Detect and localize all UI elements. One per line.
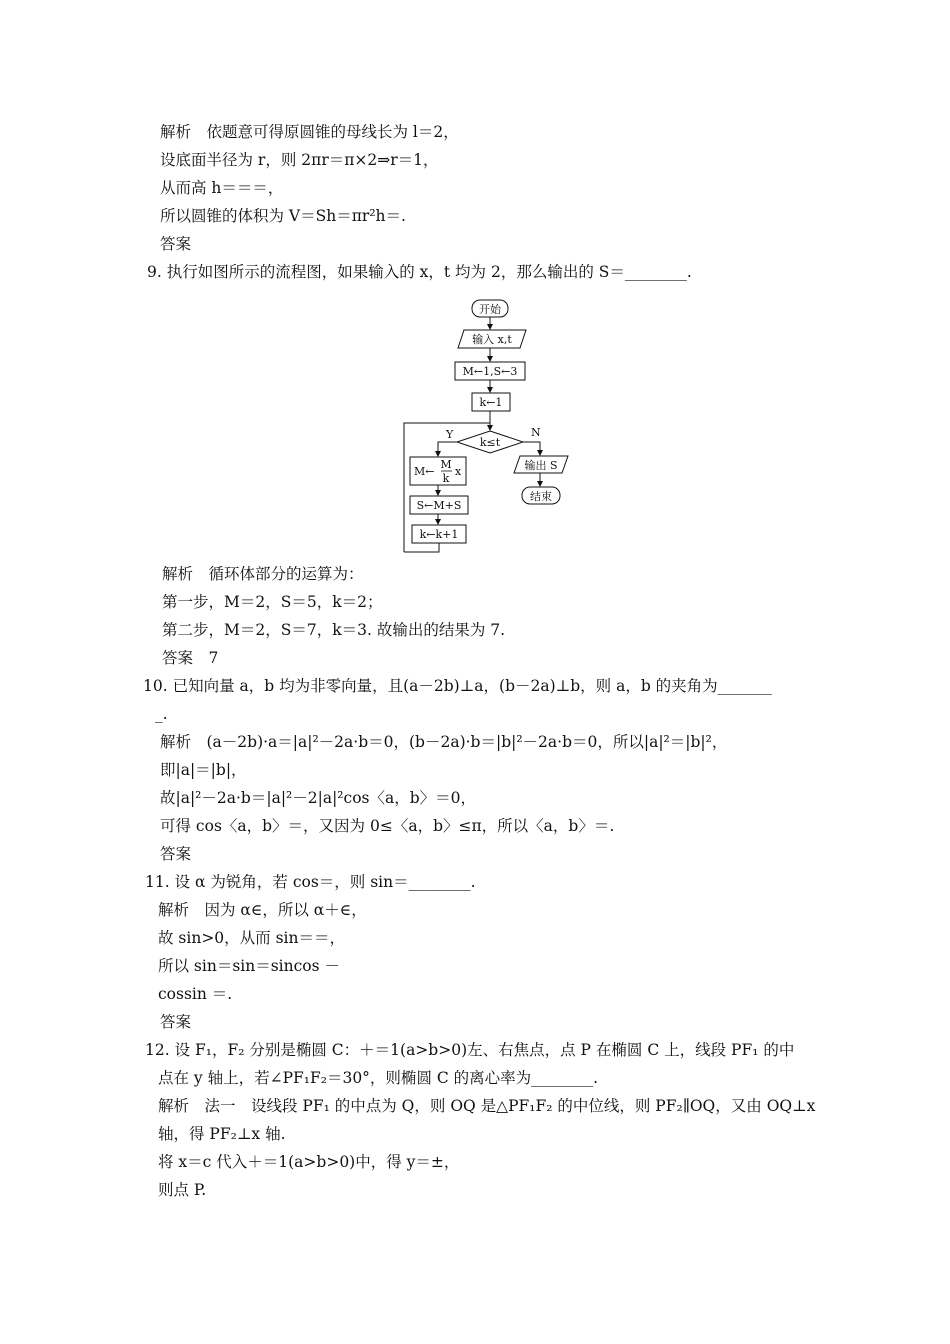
text-line: 即|a|＝|b|， <box>160 761 247 779</box>
answer-label: 答案 7 <box>162 649 219 667</box>
step1-left: M← <box>414 465 435 478</box>
text-line: 轴，得 PF₂⊥x 轴. <box>158 1125 286 1143</box>
question-10: 10. 已知向量 a，b 均为非零向量，且(a－2b)⊥a，(b－2a)⊥b，则 a，b 的夹角为_______ <box>143 677 772 695</box>
text-line: cossin ＝. <box>158 985 233 1003</box>
step1-right: x <box>455 465 462 478</box>
answer-label: 答案 <box>160 845 192 863</box>
start-label: 开始 <box>479 303 501 316</box>
init-label-1: M←1,S←3 <box>462 365 518 378</box>
text-line: 所以 sin＝sin＝sincos － <box>158 957 341 975</box>
question-12: 12. 设 F₁，F₂ 分别是椭圆 C：＋＝1(a>b>0)左、右焦点，点 P 在椭圆 C 上，线段 PF₁ 的中 <box>145 1041 795 1059</box>
text-line: 故|a|²－2a·b＝|a|²－2|a|²cos〈a，b〉＝0， <box>160 789 477 807</box>
flowchart <box>398 296 578 558</box>
init-label-2: k←1 <box>479 396 503 409</box>
step2-label: S←M+S <box>416 499 462 512</box>
text-line: 解析 循环体部分的运算为： <box>162 565 364 583</box>
text-line: 第二步，M＝2，S＝7，k＝3. 故输出的结果为 7. <box>162 621 506 639</box>
condition-label: k≤t <box>479 436 501 449</box>
text-line: _. <box>155 705 168 723</box>
text-line: 第一步，M＝2，S＝5，k＝2； <box>162 593 383 611</box>
answer-label: 答案 <box>160 235 192 253</box>
text-line: 点在 y 轴上，若∠PF₁F₂＝30°，则椭圆 C 的离心率为________. <box>158 1069 599 1087</box>
text-line: 将 x＝c 代入＋＝1(a>b>0)中，得 y＝±， <box>158 1153 460 1171</box>
text-line: 设底面半径为 r，则 2πr＝π×2⇒r＝1， <box>160 151 439 169</box>
end-label: 结束 <box>530 490 552 503</box>
yes-label: Y <box>446 428 454 441</box>
text-line: 所以圆锥的体积为 V＝Sh＝πr²h＝. <box>160 207 406 225</box>
no-label: N <box>531 426 541 439</box>
text-line: 从而高 h＝＝＝， <box>160 179 284 197</box>
step1-num: M <box>440 458 452 471</box>
input-label: 输入 x,t <box>472 333 512 346</box>
output-label: 输出 S <box>524 459 558 472</box>
text-line: 则点 P. <box>158 1181 207 1199</box>
question-11: 11. 设 α 为锐角，若 cos＝，则 sin＝________. <box>145 873 476 891</box>
text-line: 解析 依题意可得原圆锥的母线长为 l＝2， <box>160 123 459 141</box>
question-9: 9. 执行如图所示的流程图，如果输入的 x，t 均为 2，那么输出的 S＝________. <box>147 263 692 281</box>
text-line: 解析 因为 α∈，所以 α＋∈， <box>158 901 367 919</box>
step1-den: k <box>442 472 450 485</box>
text-line: 解析 (a－2b)·a＝|a|²－2a·b＝0，(b－2a)·b＝|b|²－2a·b＝0，所以|a|²＝|b|²， <box>160 733 728 751</box>
text-line: 解析 法一 设线段 PF₁ 的中点为 Q，则 OQ 是△PF₁F₂ 的中位线，则 PF₂∥OQ，又由 OQ⊥x <box>158 1097 816 1115</box>
text-line: 可得 cos〈a，b〉＝，又因为 0≤〈a，b〉≤π，所以〈a，b〉＝. <box>160 817 615 835</box>
step3-label: k←k+1 <box>419 528 459 541</box>
answer-label: 答案 <box>160 1013 192 1031</box>
text-line: 故 sin>0，从而 sin＝＝， <box>158 929 345 947</box>
